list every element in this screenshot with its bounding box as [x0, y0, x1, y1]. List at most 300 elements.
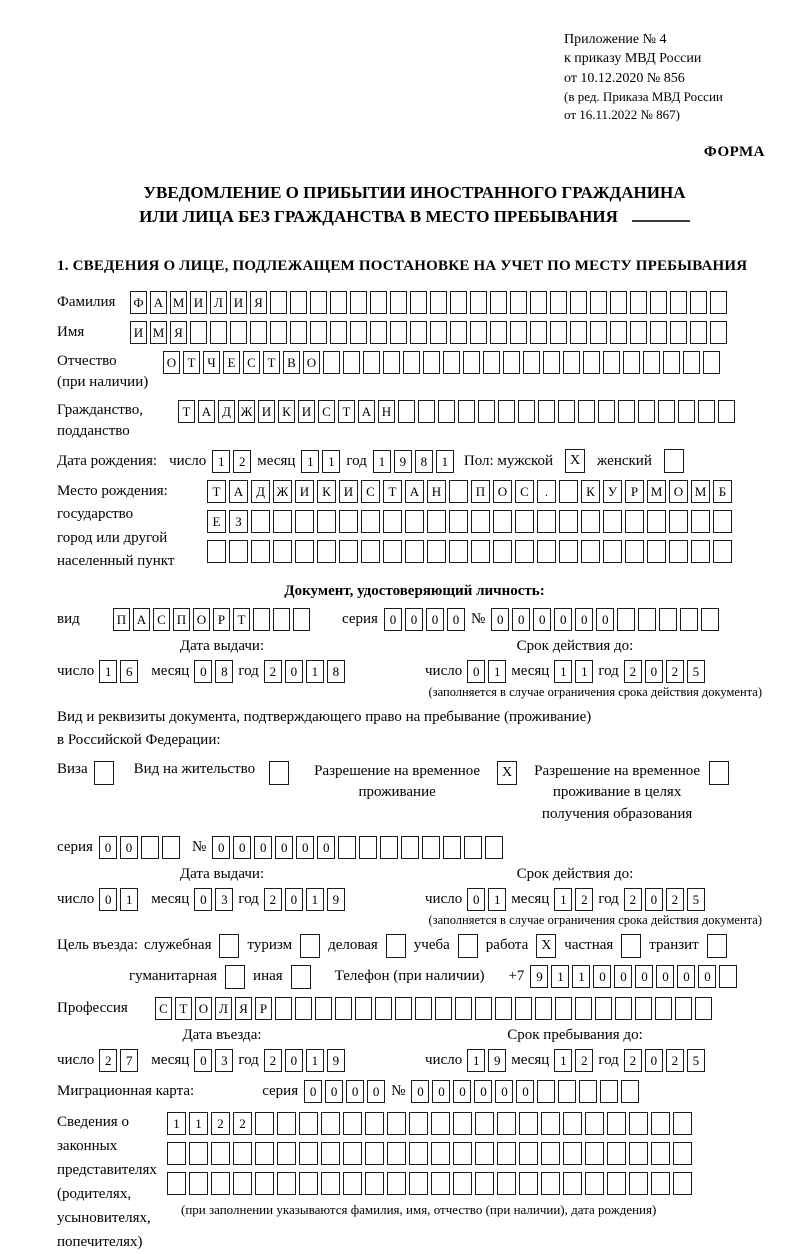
form-cell[interactable] — [310, 291, 327, 314]
form-cell[interactable]: 0 — [635, 965, 653, 988]
form-cell[interactable]: 1 — [373, 450, 391, 473]
form-cell[interactable] — [563, 1142, 582, 1165]
form-cell[interactable] — [658, 400, 675, 423]
form-cell[interactable]: Р — [625, 480, 644, 503]
form-cell[interactable] — [698, 400, 715, 423]
form-cell[interactable]: 1 — [167, 1112, 186, 1135]
form-cell[interactable] — [617, 608, 635, 631]
form-cell[interactable] — [361, 540, 380, 563]
form-cell[interactable] — [449, 510, 468, 533]
form-cell[interactable] — [315, 997, 332, 1020]
form-cell[interactable] — [321, 1112, 340, 1135]
purpose-tourism-checkbox[interactable] — [300, 934, 320, 958]
form-cell[interactable]: О — [303, 351, 320, 374]
form-cell[interactable] — [317, 510, 336, 533]
form-cell[interactable] — [719, 965, 737, 988]
form-cell[interactable] — [395, 997, 412, 1020]
form-cell[interactable] — [418, 400, 435, 423]
form-cell[interactable] — [581, 540, 600, 563]
form-cell[interactable] — [365, 1112, 384, 1135]
form-cell[interactable]: 0 — [194, 1049, 212, 1072]
form-cell[interactable]: Б — [713, 480, 732, 503]
form-cell[interactable] — [189, 1142, 208, 1165]
form-cell[interactable] — [449, 540, 468, 563]
form-cell[interactable]: Р — [255, 997, 272, 1020]
form-cell[interactable]: Я — [235, 997, 252, 1020]
form-cell[interactable] — [497, 1112, 516, 1135]
form-cell[interactable] — [438, 400, 455, 423]
residence-permit-checkbox[interactable] — [269, 761, 289, 785]
form-cell[interactable]: С — [361, 480, 380, 503]
form-cell[interactable]: 9 — [327, 888, 345, 911]
form-cell[interactable]: 1 — [99, 660, 117, 683]
form-cell[interactable]: 2 — [624, 888, 642, 911]
form-cell[interactable] — [409, 1142, 428, 1165]
form-cell[interactable]: 0 — [317, 836, 335, 859]
form-cell[interactable] — [453, 1142, 472, 1165]
form-cell[interactable] — [659, 608, 677, 631]
form-cell[interactable]: О — [163, 351, 180, 374]
form-cell[interactable]: 1 — [554, 660, 572, 683]
form-cell[interactable]: 9 — [530, 965, 548, 988]
form-cell[interactable]: 2 — [233, 1112, 252, 1135]
form-cell[interactable]: 1 — [189, 1112, 208, 1135]
form-cell[interactable]: М — [150, 321, 167, 344]
form-cell[interactable] — [490, 291, 507, 314]
form-cell[interactable]: Н — [427, 480, 446, 503]
form-cell[interactable]: 5 — [687, 888, 705, 911]
form-cell[interactable]: У — [603, 480, 622, 503]
form-cell[interactable] — [655, 997, 672, 1020]
form-cell[interactable] — [409, 1172, 428, 1195]
form-cell[interactable] — [299, 1142, 318, 1165]
purpose-business-checkbox[interactable] — [386, 934, 406, 958]
form-cell[interactable] — [607, 1142, 626, 1165]
form-cell[interactable] — [638, 400, 655, 423]
form-cell[interactable]: П — [113, 608, 130, 631]
form-cell[interactable] — [405, 510, 424, 533]
form-cell[interactable] — [387, 1112, 406, 1135]
form-cell[interactable]: 0 — [593, 965, 611, 988]
form-cell[interactable]: 0 — [677, 965, 695, 988]
form-cell[interactable] — [255, 1112, 274, 1135]
form-cell[interactable]: М — [647, 480, 666, 503]
form-cell[interactable]: П — [173, 608, 190, 631]
form-cell[interactable] — [363, 351, 380, 374]
form-cell[interactable] — [510, 321, 527, 344]
form-cell[interactable] — [537, 540, 556, 563]
form-cell[interactable]: Ж — [238, 400, 255, 423]
form-cell[interactable] — [390, 321, 407, 344]
form-cell[interactable] — [310, 321, 327, 344]
form-cell[interactable]: И — [190, 291, 207, 314]
form-cell[interactable] — [497, 1172, 516, 1195]
form-cell[interactable] — [647, 510, 666, 533]
form-cell[interactable]: 0 — [453, 1080, 471, 1103]
form-cell[interactable] — [647, 540, 666, 563]
form-cell[interactable] — [701, 608, 719, 631]
form-cell[interactable] — [455, 997, 472, 1020]
form-cell[interactable] — [558, 400, 575, 423]
form-cell[interactable] — [270, 291, 287, 314]
form-cell[interactable]: 3 — [215, 888, 233, 911]
form-cell[interactable] — [162, 836, 180, 859]
sex-female-checkbox[interactable] — [664, 449, 684, 473]
form-cell[interactable] — [495, 997, 512, 1020]
form-cell[interactable] — [387, 1142, 406, 1165]
form-cell[interactable]: 0 — [426, 608, 444, 631]
form-cell[interactable] — [610, 321, 627, 344]
form-cell[interactable]: 0 — [656, 965, 674, 988]
form-cell[interactable]: И — [339, 480, 358, 503]
form-cell[interactable] — [673, 1142, 692, 1165]
form-cell[interactable]: 0 — [233, 836, 251, 859]
form-cell[interactable] — [490, 321, 507, 344]
form-cell[interactable]: 2 — [624, 1049, 642, 1072]
form-cell[interactable]: П — [471, 480, 490, 503]
form-cell[interactable] — [579, 1080, 597, 1103]
form-cell[interactable] — [541, 1112, 560, 1135]
form-cell[interactable] — [463, 351, 480, 374]
form-cell[interactable] — [603, 540, 622, 563]
form-cell[interactable] — [471, 540, 490, 563]
form-cell[interactable] — [335, 997, 352, 1020]
form-cell[interactable] — [453, 1172, 472, 1195]
form-cell[interactable]: А — [358, 400, 375, 423]
form-cell[interactable] — [598, 400, 615, 423]
form-cell[interactable]: В — [283, 351, 300, 374]
form-cell[interactable] — [603, 510, 622, 533]
form-cell[interactable] — [431, 1172, 450, 1195]
form-cell[interactable] — [629, 1172, 648, 1195]
form-cell[interactable] — [510, 291, 527, 314]
form-cell[interactable]: 0 — [516, 1080, 534, 1103]
form-cell[interactable]: 1 — [572, 965, 590, 988]
form-cell[interactable] — [695, 997, 712, 1020]
form-cell[interactable]: 0 — [367, 1080, 385, 1103]
form-cell[interactable]: 1 — [551, 965, 569, 988]
form-cell[interactable] — [691, 540, 710, 563]
form-cell[interactable]: 0 — [296, 836, 314, 859]
form-cell[interactable] — [430, 321, 447, 344]
form-cell[interactable] — [663, 351, 680, 374]
form-cell[interactable]: 3 — [215, 1049, 233, 1072]
form-cell[interactable]: А — [405, 480, 424, 503]
form-cell[interactable]: Т — [175, 997, 192, 1020]
form-cell[interactable] — [530, 321, 547, 344]
form-cell[interactable]: 1 — [322, 450, 340, 473]
form-cell[interactable] — [299, 1112, 318, 1135]
form-cell[interactable]: И — [298, 400, 315, 423]
form-cell[interactable]: 0 — [285, 1049, 303, 1072]
form-cell[interactable]: 2 — [666, 660, 684, 683]
form-cell[interactable] — [635, 997, 652, 1020]
form-cell[interactable]: Т — [263, 351, 280, 374]
form-cell[interactable]: И — [295, 480, 314, 503]
form-cell[interactable] — [423, 351, 440, 374]
form-cell[interactable] — [503, 351, 520, 374]
purpose-humanitarian-checkbox[interactable] — [225, 965, 245, 989]
sex-male-checkbox[interactable]: X — [565, 449, 585, 473]
form-cell[interactable] — [475, 997, 492, 1020]
form-cell[interactable] — [691, 510, 710, 533]
form-cell[interactable] — [430, 291, 447, 314]
form-cell[interactable] — [458, 400, 475, 423]
form-cell[interactable] — [537, 510, 556, 533]
form-cell[interactable] — [251, 540, 270, 563]
form-cell[interactable]: 1 — [120, 888, 138, 911]
form-cell[interactable] — [607, 1172, 626, 1195]
form-cell[interactable] — [559, 480, 578, 503]
form-cell[interactable] — [629, 1112, 648, 1135]
purpose-study-checkbox[interactable] — [458, 934, 478, 958]
form-cell[interactable] — [538, 400, 555, 423]
form-cell[interactable]: 0 — [384, 608, 402, 631]
form-cell[interactable] — [253, 608, 270, 631]
form-cell[interactable] — [211, 1142, 230, 1165]
form-cell[interactable]: 0 — [645, 1049, 663, 1072]
form-cell[interactable] — [387, 1172, 406, 1195]
form-cell[interactable] — [229, 540, 248, 563]
form-cell[interactable]: Ж — [273, 480, 292, 503]
form-cell[interactable]: Т — [338, 400, 355, 423]
form-cell[interactable] — [361, 510, 380, 533]
form-cell[interactable] — [595, 997, 612, 1020]
form-cell[interactable] — [625, 540, 644, 563]
form-cell[interactable]: 0 — [495, 1080, 513, 1103]
form-cell[interactable] — [449, 480, 468, 503]
form-cell[interactable]: 2 — [233, 450, 251, 473]
form-cell[interactable]: О — [493, 480, 512, 503]
form-cell[interactable] — [519, 1172, 538, 1195]
form-cell[interactable]: 0 — [411, 1080, 429, 1103]
form-cell[interactable]: М — [170, 291, 187, 314]
form-cell[interactable]: 0 — [491, 608, 509, 631]
form-cell[interactable] — [321, 1142, 340, 1165]
form-cell[interactable] — [537, 1080, 555, 1103]
form-cell[interactable] — [299, 1172, 318, 1195]
form-cell[interactable] — [233, 1142, 252, 1165]
form-cell[interactable]: 8 — [415, 450, 433, 473]
form-cell[interactable] — [339, 540, 358, 563]
form-cell[interactable] — [575, 997, 592, 1020]
form-cell[interactable] — [578, 400, 595, 423]
form-cell[interactable] — [585, 1112, 604, 1135]
form-cell[interactable] — [450, 291, 467, 314]
form-cell[interactable]: 9 — [394, 450, 412, 473]
form-cell[interactable] — [405, 540, 424, 563]
form-cell[interactable] — [475, 1172, 494, 1195]
form-cell[interactable]: 1 — [436, 450, 454, 473]
form-cell[interactable] — [330, 321, 347, 344]
form-cell[interactable] — [230, 321, 247, 344]
form-cell[interactable] — [233, 1172, 252, 1195]
form-cell[interactable] — [610, 291, 627, 314]
form-cell[interactable]: 1 — [306, 1049, 324, 1072]
form-cell[interactable] — [343, 1142, 362, 1165]
form-cell[interactable] — [541, 1142, 560, 1165]
form-cell[interactable]: И — [130, 321, 147, 344]
form-cell[interactable] — [427, 510, 446, 533]
form-cell[interactable] — [683, 351, 700, 374]
form-cell[interactable]: Е — [207, 510, 226, 533]
purpose-work-checkbox[interactable]: X — [536, 934, 556, 958]
form-cell[interactable] — [559, 540, 578, 563]
purpose-transit-checkbox[interactable] — [707, 934, 727, 958]
form-cell[interactable]: Ф — [130, 291, 147, 314]
form-cell[interactable] — [443, 836, 461, 859]
form-cell[interactable] — [435, 997, 452, 1020]
form-cell[interactable]: 0 — [554, 608, 572, 631]
form-cell[interactable] — [678, 400, 695, 423]
form-cell[interactable] — [350, 321, 367, 344]
form-cell[interactable] — [515, 997, 532, 1020]
form-cell[interactable] — [558, 1080, 576, 1103]
form-cell[interactable] — [563, 1172, 582, 1195]
form-cell[interactable]: А — [133, 608, 150, 631]
form-cell[interactable] — [713, 510, 732, 533]
form-cell[interactable]: Д — [251, 480, 270, 503]
form-cell[interactable]: 0 — [467, 888, 485, 911]
form-cell[interactable] — [410, 291, 427, 314]
form-cell[interactable] — [431, 1142, 450, 1165]
form-cell[interactable] — [275, 997, 292, 1020]
form-cell[interactable] — [277, 1172, 296, 1195]
form-cell[interactable] — [190, 321, 207, 344]
form-cell[interactable] — [475, 1112, 494, 1135]
form-cell[interactable]: С — [155, 997, 172, 1020]
form-cell[interactable]: 0 — [194, 888, 212, 911]
form-cell[interactable] — [713, 540, 732, 563]
form-cell[interactable] — [321, 1172, 340, 1195]
form-cell[interactable]: 2 — [575, 888, 593, 911]
form-cell[interactable]: 0 — [698, 965, 716, 988]
form-cell[interactable] — [585, 1172, 604, 1195]
form-cell[interactable] — [343, 1172, 362, 1195]
form-cell[interactable]: Т — [178, 400, 195, 423]
form-cell[interactable] — [277, 1112, 296, 1135]
form-cell[interactable] — [535, 997, 552, 1020]
form-cell[interactable] — [670, 291, 687, 314]
visa-checkbox[interactable] — [94, 761, 114, 785]
form-cell[interactable] — [541, 1172, 560, 1195]
form-cell[interactable]: 9 — [488, 1049, 506, 1072]
form-cell[interactable] — [410, 321, 427, 344]
form-cell[interactable] — [273, 540, 292, 563]
form-cell[interactable]: 0 — [533, 608, 551, 631]
form-cell[interactable]: 1 — [212, 450, 230, 473]
form-cell[interactable] — [343, 1112, 362, 1135]
form-cell[interactable] — [519, 1142, 538, 1165]
form-cell[interactable] — [718, 400, 735, 423]
form-cell[interactable] — [543, 351, 560, 374]
form-cell[interactable] — [625, 510, 644, 533]
form-cell[interactable] — [250, 321, 267, 344]
form-cell[interactable]: 5 — [687, 660, 705, 683]
form-cell[interactable] — [650, 321, 667, 344]
form-cell[interactable] — [383, 510, 402, 533]
form-cell[interactable] — [323, 351, 340, 374]
form-cell[interactable] — [600, 1080, 618, 1103]
form-cell[interactable]: 2 — [211, 1112, 230, 1135]
form-cell[interactable] — [478, 400, 495, 423]
form-cell[interactable] — [383, 351, 400, 374]
form-cell[interactable]: 1 — [575, 660, 593, 683]
form-cell[interactable] — [585, 1142, 604, 1165]
form-cell[interactable] — [669, 510, 688, 533]
form-cell[interactable]: 1 — [301, 450, 319, 473]
form-cell[interactable] — [409, 1112, 428, 1135]
form-cell[interactable] — [167, 1172, 186, 1195]
form-cell[interactable] — [365, 1172, 384, 1195]
form-cell[interactable]: 8 — [215, 660, 233, 683]
form-cell[interactable] — [167, 1142, 186, 1165]
form-cell[interactable] — [317, 540, 336, 563]
form-cell[interactable] — [141, 836, 159, 859]
form-cell[interactable]: Т — [183, 351, 200, 374]
form-cell[interactable] — [210, 321, 227, 344]
form-cell[interactable] — [559, 510, 578, 533]
form-cell[interactable]: 1 — [488, 888, 506, 911]
form-cell[interactable]: 0 — [212, 836, 230, 859]
form-cell[interactable] — [603, 351, 620, 374]
form-cell[interactable]: А — [150, 291, 167, 314]
form-cell[interactable] — [211, 1172, 230, 1195]
form-cell[interactable] — [277, 1142, 296, 1165]
form-cell[interactable]: Т — [207, 480, 226, 503]
form-cell[interactable]: К — [581, 480, 600, 503]
form-cell[interactable] — [470, 291, 487, 314]
form-cell[interactable] — [431, 1112, 450, 1135]
form-cell[interactable]: 2 — [264, 888, 282, 911]
form-cell[interactable] — [519, 1112, 538, 1135]
form-cell[interactable] — [453, 1112, 472, 1135]
form-cell[interactable]: 2 — [264, 1049, 282, 1072]
form-cell[interactable] — [673, 1172, 692, 1195]
form-cell[interactable]: Д — [218, 400, 235, 423]
form-cell[interactable]: 2 — [666, 888, 684, 911]
form-cell[interactable]: 1 — [467, 1049, 485, 1072]
form-cell[interactable] — [251, 510, 270, 533]
form-cell[interactable] — [651, 1112, 670, 1135]
form-cell[interactable]: А — [229, 480, 248, 503]
form-cell[interactable] — [615, 997, 632, 1020]
form-cell[interactable]: 0 — [99, 888, 117, 911]
form-cell[interactable] — [497, 1142, 516, 1165]
form-cell[interactable]: 0 — [575, 608, 593, 631]
form-cell[interactable] — [338, 836, 356, 859]
form-cell[interactable]: 0 — [346, 1080, 364, 1103]
form-cell[interactable] — [650, 291, 667, 314]
form-cell[interactable] — [570, 321, 587, 344]
form-cell[interactable] — [630, 291, 647, 314]
form-cell[interactable] — [350, 291, 367, 314]
form-cell[interactable] — [380, 836, 398, 859]
form-cell[interactable]: Т — [383, 480, 402, 503]
purpose-official-checkbox[interactable] — [219, 934, 239, 958]
form-cell[interactable] — [523, 351, 540, 374]
purpose-private-checkbox[interactable] — [621, 934, 641, 958]
form-cell[interactable]: 1 — [554, 888, 572, 911]
form-cell[interactable] — [630, 321, 647, 344]
form-cell[interactable]: 0 — [285, 888, 303, 911]
form-cell[interactable] — [383, 540, 402, 563]
form-cell[interactable] — [638, 608, 656, 631]
form-cell[interactable]: 2 — [99, 1049, 117, 1072]
form-cell[interactable]: 0 — [254, 836, 272, 859]
form-cell[interactable] — [515, 540, 534, 563]
form-cell[interactable] — [618, 400, 635, 423]
